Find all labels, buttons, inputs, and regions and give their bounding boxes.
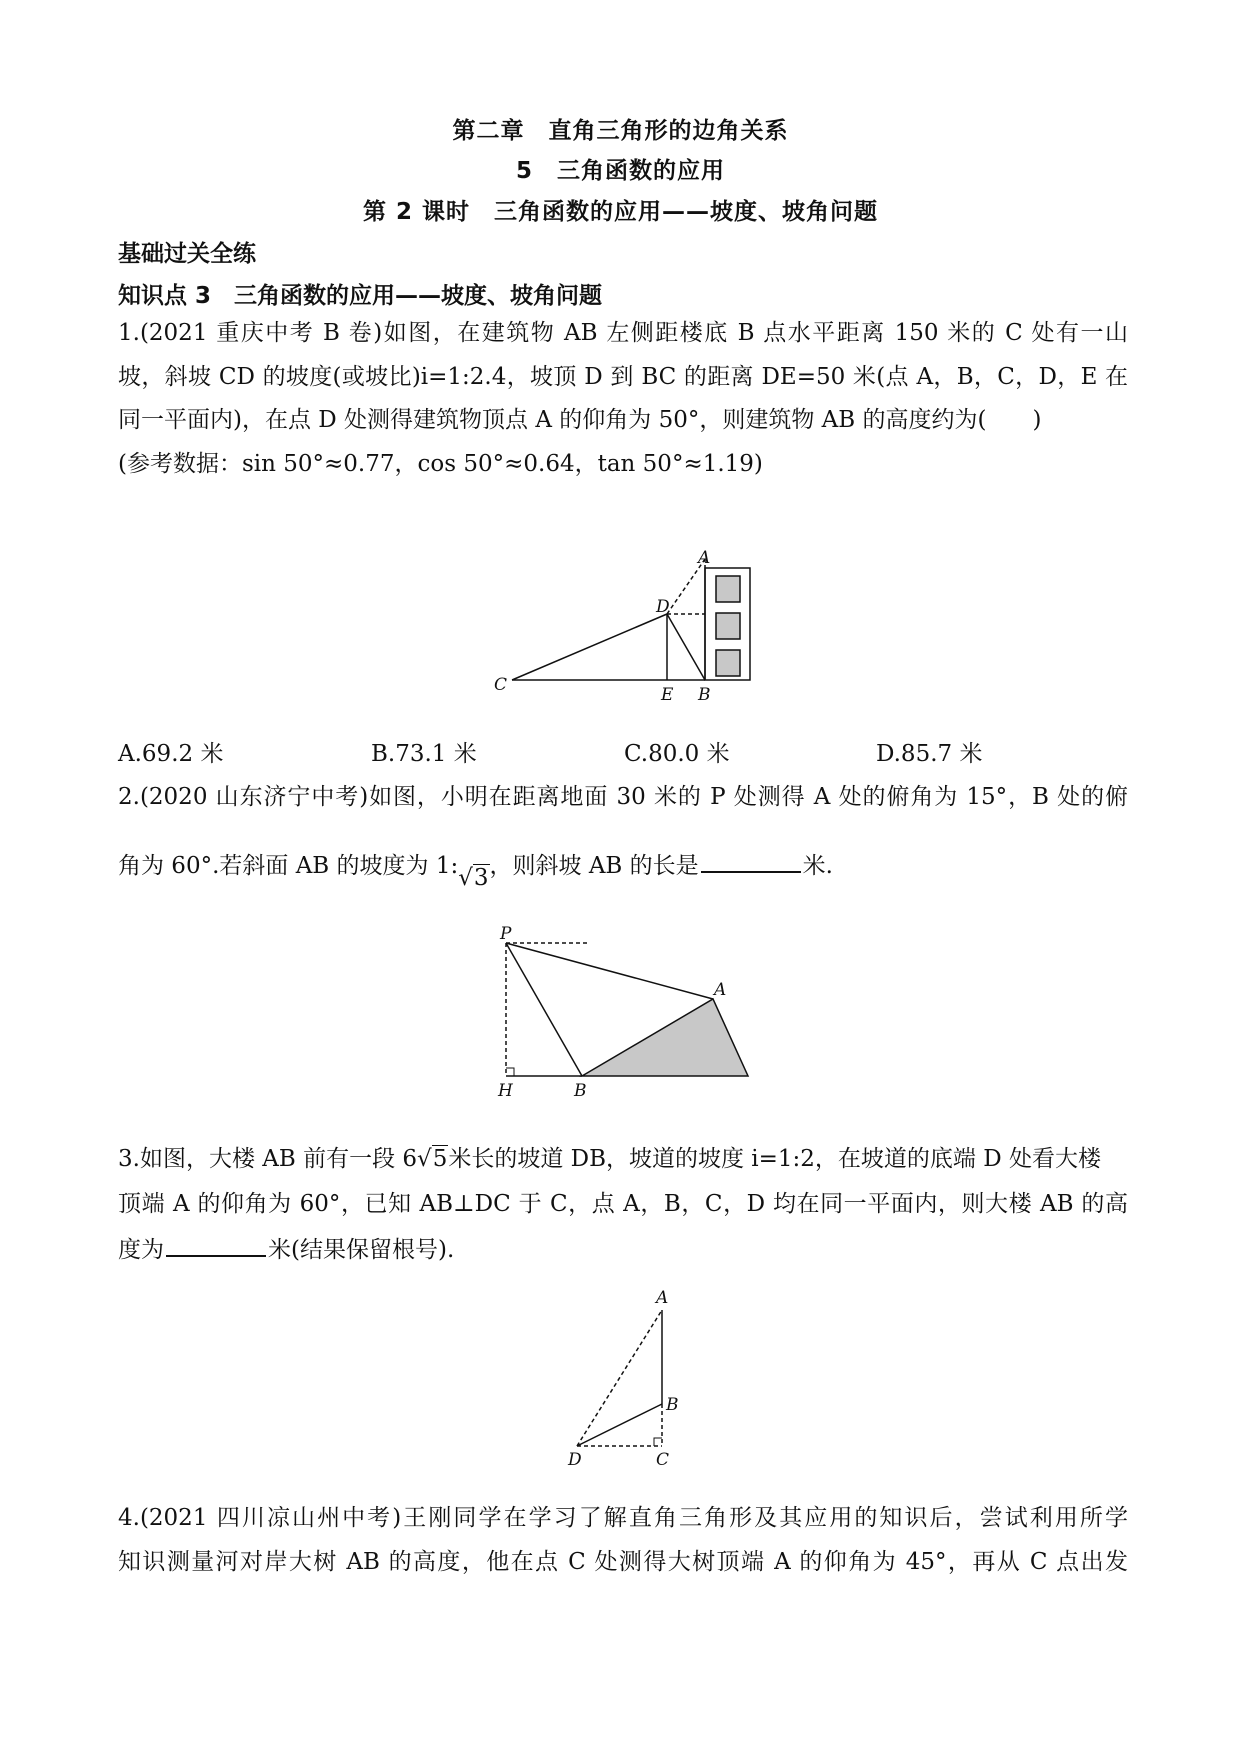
q1-option-d: D.85.7 米 [876, 741, 983, 767]
q1-label-e: E [661, 685, 674, 705]
q2-label-h: H [498, 1081, 513, 1101]
q3-sqrt: √5 [417, 1146, 448, 1172]
q3-label-b: B [666, 1395, 679, 1415]
q3-line-2: 顶端 A 的仰角为 60°，已知 AB⊥DC 于 C，点 A，B，C，D 均在同一平面内，则大楼 AB 的高 [118, 1191, 1128, 1217]
q3-label-c: C [656, 1450, 670, 1470]
q3-line-1-text-a: 3.如图，大楼 AB 前有一段 6 [118, 1146, 418, 1172]
q2-line-2-text-b: ，则斜坡 AB 的长是 [489, 853, 699, 879]
q1-label-b: B [698, 685, 711, 705]
q2-label-a: A [714, 980, 727, 1000]
q1-option-b: B.73.1 米 [371, 741, 477, 767]
q3-line-3-text-a: 度为 [118, 1237, 164, 1263]
section-title: 5 三角函数的应用 [515, 158, 725, 184]
q2-line-2-text-a: 角为 60°.若斜面 AB 的坡度为 1: [118, 853, 459, 879]
q1-label-a: A [698, 548, 711, 568]
q4-line-1: 4.(2021 四川凉山州中考)王刚同学在学习了解直角三角形及其应用的知识后，尝试利用所学 [118, 1505, 1128, 1531]
q3-line-3-text-b: 米(结果保留根号). [268, 1237, 455, 1263]
q1-label-d: D [656, 597, 670, 617]
q3-line-1-text-b: 米长的坡道 DB，坡道的坡度 i=1:2，在坡道的底端 D 处看大楼 [448, 1146, 1101, 1172]
q2-label-b: B [574, 1081, 587, 1101]
q2-label-p: P [500, 924, 512, 944]
lesson-title: 第 2 课时 三角函数的应用——坡度、坡角问题 [362, 199, 879, 225]
q3-sqrt-radicand: 5 [432, 1146, 448, 1172]
q4-line-2: 知识测量河对岸大树 AB 的高度，他在点 C 处测得大树顶端 A 的仰角为 45°，再从 C 点出发 [118, 1549, 1128, 1575]
q1-option-a: A.69.2 米 [118, 741, 224, 767]
q2-line-2-text-c: 米. [802, 853, 833, 879]
q1-line-4: (参考数据：sin 50°≈0.77，cos 50°≈0.64，tan 50°≈1.19) [118, 451, 763, 477]
q1-line-3: 同一平面内)，在点 D 处测得建筑物顶点 A 的仰角为 50°，则建筑物 AB 的高度约为( ) [118, 407, 1042, 433]
q2-sqrt-radicand: 3 [473, 865, 489, 891]
q1-option-c: C.80.0 米 [624, 741, 730, 767]
q3-label-d: D [568, 1450, 582, 1470]
practice-heading: 基础过关全练 [118, 241, 256, 267]
q2-sqrt: √3 [458, 865, 489, 891]
q1-line-1: 1.(2021 重庆中考 B 卷)如图，在建筑物 AB 左侧距楼底 B 点水平距离 150 米的 C 处有一山 [118, 320, 1128, 346]
q2-line-1: 2.(2020 山东济宁中考)如图，小明在距离地面 30 米的 P 处测得 A 处的俯角为 15°，B 处的俯 [118, 784, 1128, 810]
q1-label-c: C [494, 675, 508, 695]
chapter-title: 第二章 直角三角形的边角关系 [452, 118, 789, 144]
knowledge-point-heading: 知识点 3 三角函数的应用——坡度、坡角问题 [118, 283, 603, 309]
q3-label-a: A [656, 1288, 669, 1308]
q1-line-2: 坡，斜坡 CD 的坡度(或坡比)i=1:2.4，坡顶 D 到 BC 的距离 DE=50 米(点 A，B，C，D，E 在 [118, 364, 1128, 390]
